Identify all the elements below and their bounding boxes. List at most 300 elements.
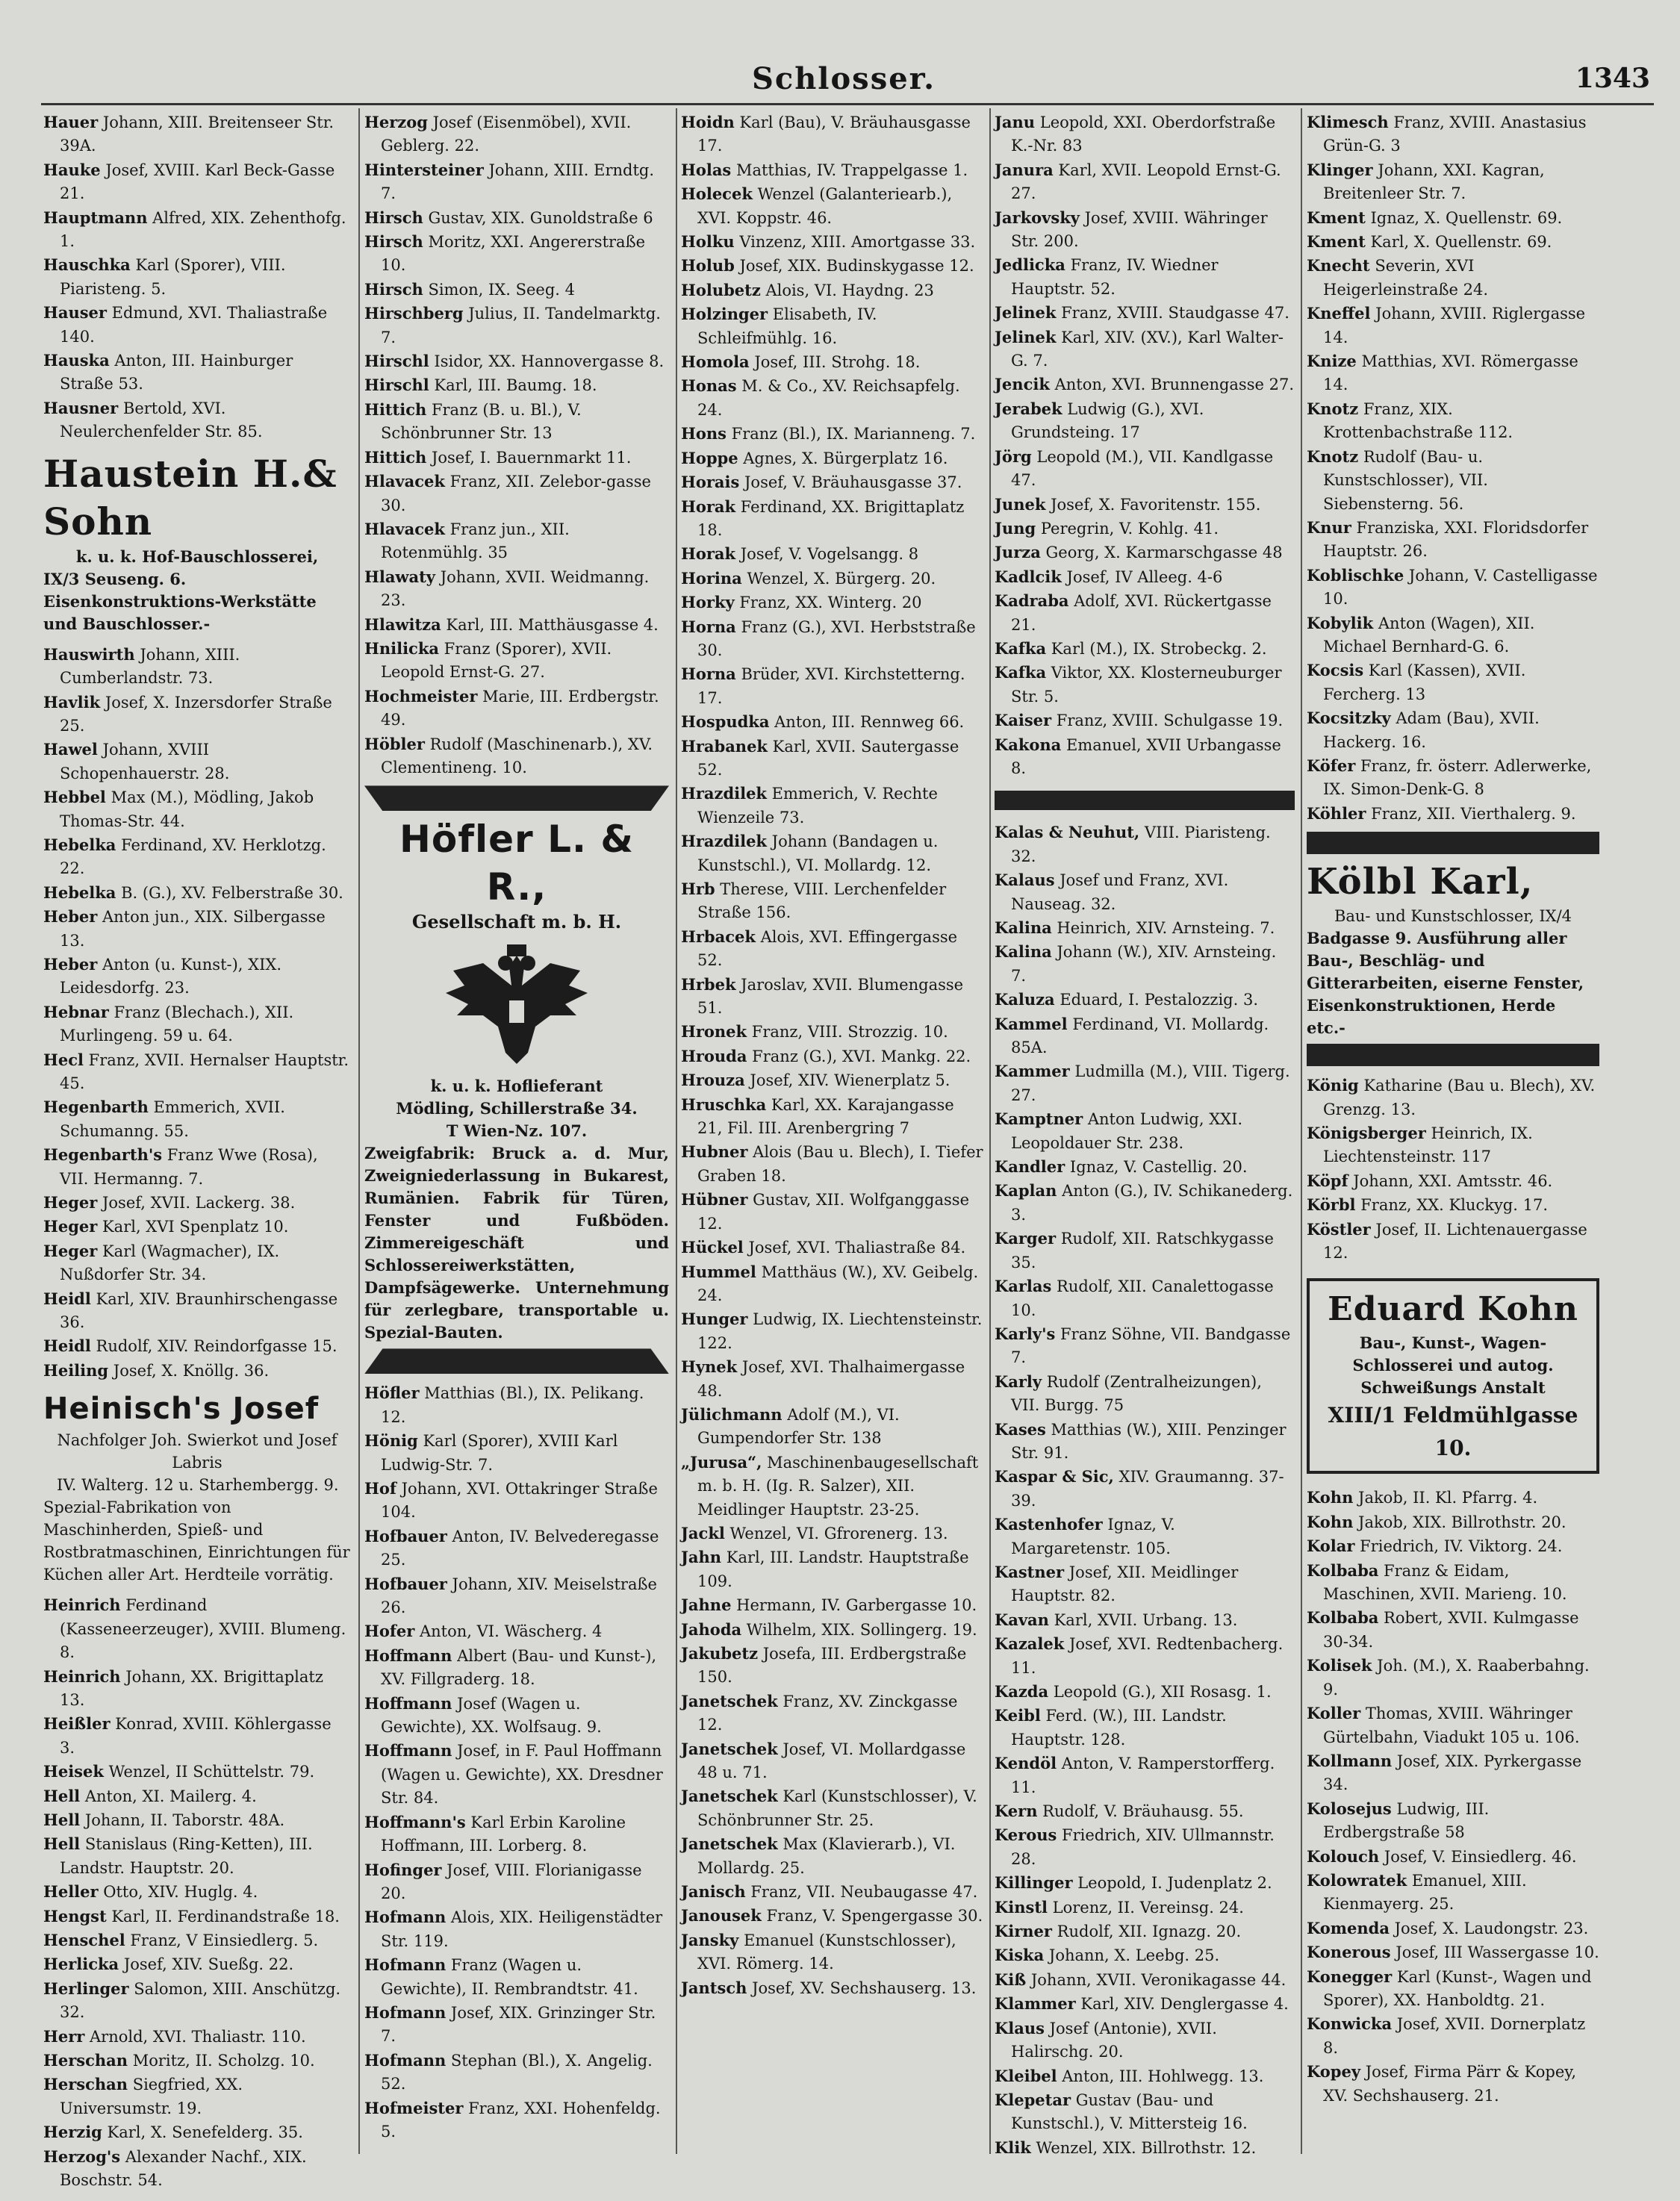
entry-name: Kolosejus	[1307, 1799, 1392, 1818]
entry-address: Rudolf (Zentralheizungen), VII. Burgg. 75	[1011, 1372, 1262, 1415]
entry-address: Josef, IV Alleeg. 4-6	[1061, 567, 1223, 586]
entry-address: Johann, II. Taborstr. 48A.	[80, 1811, 285, 1829]
entry-name: Janetschek	[681, 1834, 778, 1854]
entry-name: Kern	[995, 1802, 1038, 1821]
ad-line: Zweigfabrik: Bruck a. d. Mur, Zweigniederlassung in Bukarest, Rumänien. Fabrik für Türen, Fenster und Fußböden. Zimmereigeschäft und Schlossereiwerkstätten, Dampfsägewerke. Unternehmung für zerlegbare, transportable u. Spezial-Bauten.	[364, 1144, 669, 1342]
directory-entry	[995, 1823, 1295, 1871]
entry-name: Konegger	[1307, 1967, 1393, 1986]
entry-list	[43, 643, 351, 1383]
entry-name: Kastner	[995, 1562, 1065, 1581]
directory-entry	[43, 1808, 351, 1832]
entry-address: Franz, XX. Winterg. 20	[734, 594, 922, 612]
directory-entry	[1307, 1510, 1599, 1534]
entry-address: Georg, X. Karmarschgasse 48	[1040, 544, 1283, 562]
entry-address: Leopold (G.), XII Rosasg. 1.	[1048, 1683, 1272, 1701]
ad-line: k. u. k. Hof-Bauschlosserei,	[75, 547, 319, 566]
entry-address: Anton, VI. Wäscherg. 4	[414, 1622, 603, 1641]
directory-entry	[995, 517, 1295, 541]
entry-name: Hlavacek	[364, 519, 445, 538]
directory-entry	[995, 397, 1295, 445]
entry-name: Hecl	[43, 1050, 84, 1069]
entry-name: Hruschka	[681, 1095, 767, 1114]
entry-address: Franz, XII. Vierthalerg. 9.	[1366, 804, 1576, 823]
directory-entry	[43, 2049, 351, 2073]
directory-entry	[43, 396, 351, 444]
directory-entry	[364, 565, 669, 613]
directory-entry	[43, 738, 351, 785]
entry-address: Bertold, XVI. Neulerchenfelder Str. 85.	[60, 399, 263, 441]
entry-name: König	[1307, 1076, 1359, 1095]
directory-entry	[681, 1593, 983, 1617]
entry-address: Franz, XV. Zinckgasse 12.	[697, 1692, 958, 1734]
directory-entry	[681, 1140, 983, 1188]
entry-name: Hirsch	[364, 208, 423, 227]
entry-address: Edmund, XVI. Thaliastraße 140.	[60, 304, 328, 346]
entry-name: Herschan	[43, 2051, 128, 2070]
entry-name: Jahn	[681, 1548, 722, 1567]
directory-entry	[995, 1896, 1295, 1920]
entry-address: Franz, V. Spengergasse 30.	[761, 1907, 983, 1926]
ad-title: Haustein H.& Sohn	[43, 451, 337, 544]
directory-entry	[43, 643, 351, 691]
entry-name: Janetschek	[681, 1739, 778, 1758]
entry-address: Josef, Firma Pärr & Kopey, XV. Sechshauserg. 21.	[1323, 2063, 1577, 2105]
directory-entry	[43, 785, 351, 833]
directory-entry	[995, 1179, 1295, 1227]
directory-entry	[1307, 445, 1599, 516]
entry-address: Siegfried, XX. Universumstr. 19.	[60, 2076, 243, 2117]
entry-address: Karl Erbin Karoline Hoffmann, III. Lorberg. 8.	[381, 1813, 626, 1855]
entry-address: Josef, X. Laudongstr. 23.	[1389, 1919, 1589, 1937]
entry-address: Alfred, XIX. Zehenthofg. 1.	[60, 208, 346, 251]
directory-entry	[1307, 802, 1599, 826]
directory-entry	[995, 493, 1295, 517]
entry-address: Alois, XIX. Heiligenstädter Str. 119.	[381, 1908, 663, 1950]
entry-name: Jencik	[995, 375, 1050, 394]
entry-address: Anton, III. Hainburger Straße 53.	[60, 352, 293, 393]
entry-address: Josef, XVII. Lackerg. 38.	[97, 1194, 296, 1212]
directory-entry	[995, 1992, 1295, 2016]
directory-entry	[995, 1227, 1295, 1274]
entry-name: Hauschka	[43, 255, 131, 275]
column-divider	[989, 108, 991, 2154]
entry-name: Hebbel	[43, 788, 106, 807]
entry-address: Karl, X. Senefelderg. 35.	[102, 2123, 303, 2142]
page-number: 1343	[1575, 63, 1650, 94]
directory-entry	[995, 1370, 1295, 1418]
column-divider	[1301, 108, 1302, 2154]
directory-entry	[681, 1045, 983, 1068]
entry-name: Janu	[995, 113, 1036, 131]
entry-name: Heinrich	[43, 1596, 121, 1615]
entry-address: Stephan (Bl.), X. Angelig. 52.	[381, 2051, 653, 2093]
entry-list	[1307, 110, 1599, 826]
directory-entry	[995, 1465, 1295, 1513]
column-1	[43, 110, 351, 2190]
directory-entry	[681, 158, 983, 182]
entry-name: Jerabek	[995, 399, 1063, 418]
entry-name: Kazalek	[995, 1634, 1065, 1654]
directory-entry	[681, 374, 983, 422]
directory-entry	[681, 422, 983, 446]
entry-name: Kohn	[1307, 1488, 1354, 1507]
entry-name: Kiska	[995, 1946, 1045, 1965]
directory-entry	[364, 1429, 669, 1477]
entry-address: Josef, XIV. Sueßg. 22.	[119, 1955, 294, 1974]
entry-name: Jakubetz	[681, 1644, 759, 1663]
entry-address: Karl (Bau), V. Bräuhausgasse 17.	[697, 113, 971, 155]
entry-address: Josef, III. Strohg. 18.	[749, 353, 921, 372]
entry-name: Holecek	[681, 184, 753, 204]
directory-entry	[43, 206, 351, 254]
entry-name: Klimesch	[1307, 113, 1389, 131]
entry-name: Kalas & Neuhut,	[995, 823, 1140, 842]
directory-entry	[995, 821, 1295, 868]
column-3	[681, 110, 983, 2156]
directory-entry	[681, 615, 983, 663]
directory-entry	[995, 1418, 1295, 1466]
column-divider	[358, 108, 360, 2154]
directory-entry	[995, 1274, 1295, 1322]
entry-list	[43, 1593, 351, 2192]
entry-address: Karl (Kunstschlosser), V. Schönbrunner Str. 25.	[697, 1787, 977, 1829]
directory-entry	[43, 253, 351, 301]
entry-name: Hittich	[364, 447, 427, 467]
entry-address: Johann, XVIII. Riglergasse 14.	[1323, 305, 1586, 346]
entry-address: Wenzel, II Schüttelstr. 79.	[103, 1763, 315, 1781]
entry-address: Moritz, XXI. Angererstraße 10.	[381, 233, 646, 275]
directory-entry	[995, 1968, 1295, 1992]
directory-entry	[681, 1928, 983, 1976]
entry-address: Franz (Blechach.), XII. Murlingeng. 59 u. 64.	[60, 1003, 294, 1045]
entry-name: Janousek	[681, 1906, 762, 1926]
entry-address: Isidor, XX. Hannovergasse 8.	[429, 352, 665, 371]
directory-entry	[681, 1307, 983, 1355]
ad-line: Bau-, Kunst-, Wagen-	[1359, 1333, 1547, 1353]
entry-address: Emanuel, XIII. Kienmayerg. 25.	[1323, 1871, 1527, 1914]
entry-address: Thomas, XVIII. Währinger Gürtelbahn, Viadukt 105 u. 106.	[1323, 1705, 1580, 1746]
entry-address: Josef, XV. Sechshauserg. 13.	[747, 1979, 977, 1997]
directory-entry	[995, 733, 1295, 781]
ad-border-bar	[1307, 1044, 1599, 1066]
entry-name: Hofmann	[364, 1955, 447, 1975]
entry-address: M. & Co., XV. Reichsapfelg. 24.	[697, 377, 960, 419]
entry-name: Kolbaba	[1307, 1608, 1379, 1628]
directory-entry	[681, 1068, 983, 1092]
entry-address: Anton, IV. Belvederegasse 25.	[381, 1527, 659, 1569]
entry-name: Holzinger	[681, 305, 768, 324]
double-eagle-icon	[438, 941, 595, 1068]
entry-address: Rudolf, XII. Canalettogasse 10.	[1011, 1277, 1274, 1319]
entry-name: Klepetar	[995, 2090, 1071, 2109]
entry-address: Marie, III. Erdbergstr. 49.	[381, 687, 659, 729]
entry-name: Kment	[1307, 208, 1366, 227]
entry-address: Franziska, XXI. Floridsdorfer Hauptstr. 26.	[1323, 518, 1589, 561]
directory-entry	[364, 2001, 669, 2049]
entry-name: Hlavacek	[364, 472, 445, 491]
entry-name: Herzig	[43, 2123, 102, 2142]
directory-entry	[43, 2120, 351, 2144]
entry-address: Anton (G.), IV. Schikanederg. 3.	[1011, 1182, 1293, 1224]
directory-entry	[995, 1632, 1295, 1680]
entry-name: Herzog's	[43, 2146, 121, 2166]
ad-line: T Wien-Nz. 107.	[446, 1121, 588, 1141]
ad-line: Schlosserei und autog.	[1352, 1356, 1554, 1375]
entry-address: Johann, XIV. Meiselstraße 26.	[381, 1575, 657, 1617]
entry-name: Jörg	[995, 446, 1032, 466]
entry-address: Ignaz, V. Castellig. 20.	[1065, 1158, 1248, 1177]
entry-name: Karly's	[995, 1324, 1056, 1343]
directory-entry	[995, 1871, 1295, 1895]
entry-address: Josef, in F. Paul Hoffmann (Wagen u. Gewichte), XX. Dresdner Str. 84.	[381, 1742, 663, 1808]
entry-name: Kalina	[995, 918, 1052, 937]
directory-entry	[681, 877, 983, 925]
entry-name: Hauer	[43, 113, 99, 131]
entry-name: Horak	[681, 496, 736, 516]
entry-address: Maschinenbaugesellschaft m. b. H. (Ig. R. Salzer), XII. Meidlinger Hauptstr. 23-25.	[697, 1453, 979, 1519]
entry-address: Jakob, II. Kl. Pfarrg. 4.	[1353, 1489, 1538, 1507]
entry-address: Salomon, XIII. Anschützg. 32.	[60, 1979, 341, 2022]
entry-address: Lorenz, II. Vereinsg. 24.	[1048, 1898, 1244, 1917]
entry-name: Heber	[43, 907, 98, 927]
directory-entry	[43, 1239, 351, 1287]
entry-address: Anton Ludwig, XXI. Leopoldauer Str. 238.	[1011, 1110, 1243, 1152]
entry-address: Josef (Antonie), XVII. Halirschg. 20.	[1011, 2019, 1217, 2061]
directory-entry	[1307, 1169, 1599, 1193]
directory-entry	[995, 445, 1295, 493]
entry-name: Kadlcik	[995, 567, 1062, 586]
entry-name: Kohn	[1307, 1512, 1354, 1531]
directory-entry	[681, 1784, 983, 1832]
entry-address: Wenzel, XIX. Billrothstr. 12.	[1030, 2138, 1257, 2157]
entry-name: Hegenbarth's	[43, 1145, 163, 1165]
directory-entry	[1307, 206, 1599, 230]
entry-name: Heidl	[43, 1289, 91, 1308]
entry-address: Rudolf, XII. Ratschkygasse 35.	[1011, 1230, 1274, 1271]
directory-entry	[681, 182, 983, 230]
entry-address: Karl, II. Ferdinandstraße 18.	[106, 1907, 340, 1926]
entry-name: Hönig	[364, 1431, 418, 1451]
directory-entry	[681, 446, 983, 470]
directory-entry	[681, 1880, 983, 1904]
directory-entry	[43, 1359, 351, 1383]
entry-list	[43, 110, 351, 444]
directory-entry	[995, 301, 1295, 325]
entry-name: Janura	[995, 160, 1054, 179]
entry-name: Kolar	[1307, 1537, 1355, 1556]
entry-name: Kadraba	[995, 591, 1069, 611]
entry-address: Franz (Bl.), IX. Marianneng. 7.	[726, 425, 976, 443]
directory-entry	[364, 517, 669, 565]
directory-entry	[1307, 1121, 1599, 1169]
entry-name: Hrabanek	[681, 736, 768, 756]
directory-entry	[43, 881, 351, 905]
entry-address: Anton (Wagen), XII. Michael Bernhard-G. 6.	[1323, 614, 1535, 656]
entry-name: Karger	[995, 1229, 1057, 1248]
entry-address: Josef (Wagen u. Gewichte), XX. Wolfsaug. 9.	[381, 1694, 602, 1737]
entry-address: Josef, II. Lichtenauergasse 12.	[1323, 1220, 1587, 1263]
entry-address: Franz (B. u. Bl.), V. Schönbrunner Str. 13	[381, 400, 582, 443]
directory-entry	[43, 349, 351, 396]
directory-entry	[681, 1355, 983, 1403]
entry-address: Gustav (Bau- und Kunstschl.), V. Mittersteig 16.	[1011, 2091, 1248, 2133]
entry-address: Johann, XIII. Cumberlandstr. 73.	[60, 645, 240, 688]
entry-address: Johann, XXI. Amtsstr. 46.	[1348, 1171, 1553, 1190]
directory-entry	[1307, 1606, 1599, 1654]
entry-name: Kazda	[995, 1682, 1049, 1701]
entry-name: Jülichmann	[681, 1404, 783, 1424]
entry-address: Franz, V Einsiedlerg. 5.	[125, 1931, 319, 1949]
entry-name: Konwicka	[1307, 2014, 1393, 2034]
entry-name: Köstler	[1307, 1219, 1371, 1239]
directory-entry	[1307, 2060, 1599, 2108]
entry-name: Heißler	[43, 1714, 111, 1734]
entry-address: Emmerich, XVII. Schumanng. 55.	[60, 1098, 285, 1140]
entry-name: Hirschl	[364, 376, 429, 395]
directory-entry	[995, 988, 1295, 1012]
entry-name: Komenda	[1307, 1918, 1390, 1937]
entry-name: Hübner	[681, 1190, 748, 1210]
entry-name: Klaus	[995, 2018, 1045, 2037]
entry-name: Hebnar	[43, 1002, 109, 1021]
entry-name: Knotz	[1307, 446, 1359, 466]
directory-entry	[681, 254, 983, 278]
entry-name: Kaplan	[995, 1181, 1057, 1201]
directory-entry	[43, 1832, 351, 1880]
entry-name: Hronek	[681, 1022, 747, 1042]
directory-entry	[1307, 516, 1599, 564]
directory-entry	[1307, 1559, 1599, 1607]
entry-name: Heger	[43, 1193, 98, 1212]
entry-address: Franz, XVIII. Schulgasse 19.	[1051, 712, 1284, 730]
directory-entry	[364, 685, 669, 732]
entry-name: Hons	[681, 424, 727, 443]
directory-entry	[1307, 611, 1599, 659]
directory-entry	[43, 1977, 351, 2025]
directory-entry	[995, 1107, 1295, 1155]
entry-address: Josef, XIX. Grinzinger Str. 7.	[381, 2003, 656, 2046]
ad-line: Nachfolger Joh. Swierkot und Josef Labris	[57, 1431, 337, 1472]
entry-list	[995, 821, 1295, 2160]
directory-entry	[995, 2136, 1295, 2160]
entry-name: Kerous	[995, 1825, 1057, 1845]
directory-entry	[43, 1928, 351, 1952]
directory-entry	[681, 1904, 983, 1928]
entry-name: Koblischke	[1307, 565, 1404, 585]
entry-address: Karl, XVII. Sautergasse 52.	[697, 737, 959, 779]
entry-address: Josef, XIX. Pyrkergasse 34.	[1323, 1752, 1582, 1794]
entry-name: Höfler	[364, 1383, 420, 1403]
entry-address: Karl, III. Landstr. Hauptstraße 109.	[697, 1548, 969, 1590]
directory-entry	[1307, 397, 1599, 445]
directory-entry	[43, 1215, 351, 1239]
ad-subtitle: Gesellschaft m. b. H.	[411, 911, 622, 933]
entry-list	[364, 110, 669, 779]
entry-name: Kafka	[995, 663, 1047, 682]
entry-address: Ferd. (W.), III. Landstr. Hauptstr. 128.	[1011, 1707, 1227, 1749]
entry-address: Anton, XVI. Brunnengasse 27.	[1049, 376, 1294, 394]
entry-name: Hofbauer	[364, 1574, 447, 1593]
ad-line: Bau- und Kunstschlosser, IX/4	[1334, 907, 1572, 926]
entry-address: Josef, XIV. Wienerplatz 5.	[744, 1071, 951, 1090]
entry-address: Josefa, III. Erdbergstraße 150.	[697, 1645, 967, 1687]
entry-address: Karl (Wagmacher), IX. Nußdorfer Str. 34.	[60, 1242, 280, 1284]
entry-address: Matthias, XVI. Römergasse 14.	[1323, 352, 1578, 394]
directory-entry	[1307, 254, 1599, 302]
entry-address: Karl, XVI Spenplatz 10.	[97, 1218, 289, 1236]
directory-entry	[681, 495, 983, 543]
directory-entry	[681, 110, 983, 158]
entry-name: Hrbek	[681, 974, 736, 994]
entry-name: Hauke	[43, 160, 101, 179]
entry-name: Horna	[681, 617, 736, 636]
entry-address: Friedrich, XIV. Ullmannstr. 28.	[1011, 1826, 1275, 1868]
entry-name: Hrouda	[681, 1046, 747, 1065]
entry-name: Hückel	[681, 1238, 744, 1257]
entry-name: Hynek	[681, 1357, 738, 1377]
entry-address: Karl, XVII. Leopold Ernst-G. 27.	[1011, 161, 1281, 203]
entry-address: Alois, VI. Haydng. 23	[760, 281, 934, 299]
directory-entry	[43, 1784, 351, 1808]
entry-name: Holku	[681, 232, 735, 252]
directory-entry	[995, 1608, 1295, 1632]
directory-entry	[43, 2025, 351, 2049]
directory-entry	[43, 1334, 351, 1358]
entry-name: Kocsis	[1307, 661, 1364, 680]
entry-name: Holas	[681, 160, 732, 179]
directory-entry	[364, 373, 669, 397]
entry-list	[995, 110, 1295, 780]
entry-address: Franz, IV. Wiedner Hauptstr. 52.	[1011, 256, 1219, 298]
ad-title: Heinisch's Josef	[43, 1392, 320, 1427]
directory-entry	[1307, 1654, 1599, 1702]
directory-entry	[364, 732, 669, 780]
directory-entry	[43, 953, 351, 1000]
entry-name: Hirschberg	[364, 304, 464, 323]
directory-entry	[1307, 1218, 1599, 1266]
entry-address: Ignaz, V. Margaretenstr. 105.	[1011, 1516, 1175, 1557]
entry-address: Karl, III. Matthäusgasse 4.	[441, 615, 659, 634]
entry-address: Franz (G.), XVI. Herbststraße 30.	[697, 617, 976, 659]
directory-entry	[364, 1572, 669, 1620]
entry-address: Wenzel, X. Bürgerg. 20.	[741, 569, 936, 588]
entry-address: Johann (Bandagen u. Kunstschl.), VI. Mollardg. 12.	[697, 832, 939, 874]
entry-name: Kocsitzky	[1307, 709, 1391, 728]
entry-address: Johann, XIII. Erndtg. 7.	[381, 161, 655, 203]
entry-name: Jurza	[995, 543, 1041, 562]
directory-entry	[1307, 1749, 1599, 1797]
entry-address: Josef, VI. Mollardgasse 48 u. 71.	[697, 1740, 966, 1782]
entry-address: Karl (M.), IX. Strobeckg. 2.	[1046, 639, 1267, 658]
directory-entry	[43, 1143, 351, 1191]
directory-entry	[995, 253, 1295, 301]
entry-address: Johann, XX. Brigittaplatz 13.	[60, 1667, 323, 1709]
entry-address: Simon, IX. Seeg. 4	[423, 280, 575, 299]
entry-name: Herschan	[43, 2075, 128, 2094]
directory-entry	[364, 1739, 669, 1810]
entry-name: Heller	[43, 1882, 99, 1902]
directory-entry	[995, 1560, 1295, 1608]
directory-entry	[43, 2073, 351, 2120]
directory-entry	[995, 589, 1295, 637]
entry-name: Kases	[995, 1419, 1046, 1439]
directory-entry	[681, 735, 983, 782]
entry-address: Rudolf, XII. Ignazg. 20.	[1052, 1923, 1242, 1941]
directory-entry	[364, 1619, 669, 1643]
entry-name: Hoffmann	[364, 1693, 452, 1713]
entry-name: Knotz	[1307, 399, 1359, 418]
directory-entry	[995, 2088, 1295, 2136]
